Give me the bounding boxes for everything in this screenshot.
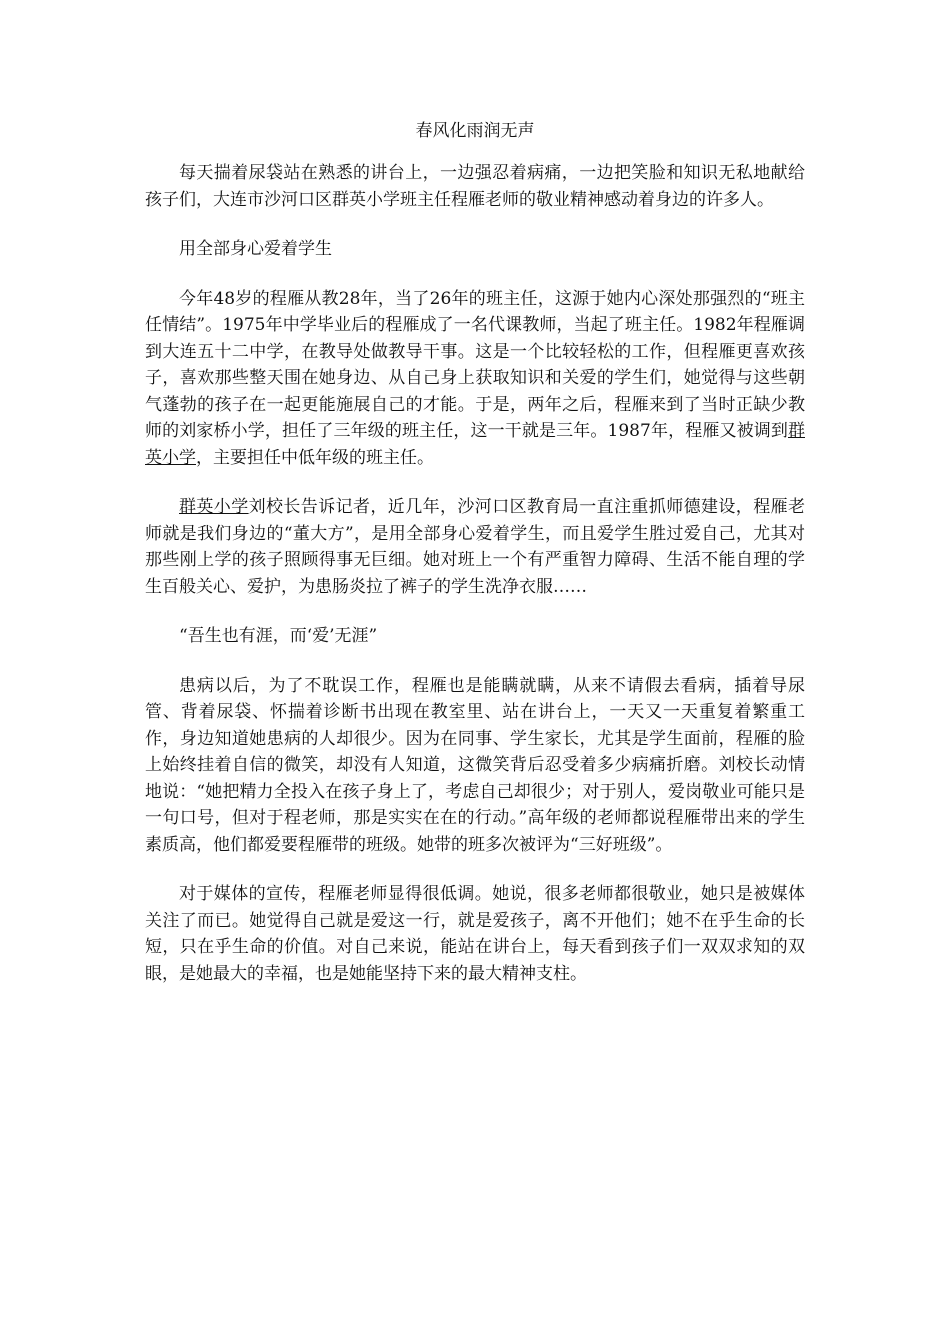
document-page — [145, 118, 805, 1010]
paragraph-text: ，主要担任中低年级的班主任。 — [196, 447, 434, 468]
document-title: 春风化雨润无声 — [415, 121, 535, 141]
section-heading-boundless-love: “吾生也有涯，而‘爱’无涯” — [179, 626, 378, 646]
section-heading-love-students: 用全部身心爱着学生 — [179, 239, 332, 259]
school-link[interactable]: 群英小学 — [179, 497, 249, 517]
paragraph-career-history — [145, 286, 805, 472]
school-link[interactable]: 群英小学 — [145, 421, 805, 468]
paragraph-illness: 患病以后，为了不耽误工作，程雁也是能瞒就瞒，从来不请假去看病，插着导尿管、背着尿袋、怀揣着诊断书出现在教室里、站在讲台上，一天又一天重复着繁重工作，身边知道她患病的人却很少。因为在同事、学生家长，尤其是学生面前，程雁的脸上始终挂着自信的微笑，却没有人知道，这微笑背后忍受着多少病痛折磨。刘校长动情地说：“她把精力全投入在孩子身上了，考虑自己却很少；对于别人，爱岗敬业可能只是一句口号，但对于程老师，那是实实在在的行动。”高年级的老师都说程雁带出来的学生素质高，他们都爱要程雁带的班级。她带的班多次被评为“三好班级”。 — [145, 675, 805, 855]
paragraph-text: 刘校长告诉记者，近几年，沙河口区教育局一直注重抓师德建设，程雁老师就是我们身边的“董大方”，是用全部身心爱着学生，而且爱学生胜过爱自己，尤其对那些刚上学的孩子照顾得事无巨细。她对班上一个有严重智力障碍、生活不能自理的学生百般关心、爱护，为患肠炎拉了裤子的学生洗净衣服…… — [145, 497, 806, 597]
intro-paragraph: 每天揣着尿袋站在熟悉的讲台上，一边强忍着病痛，一边把笑脸和知识无私地献给孩子们，大连市沙河口区群英小学班主任程雁老师的敬业精神感动着身边的许多人。 — [145, 163, 805, 210]
paragraph-media: 对于媒体的宣传，程雁老师显得很低调。她说，很多老师都很敬业，她只是被媒体关注了而已。她觉得自己就是爱这一行，就是爱孩子，离不开他们；她不在乎生命的长短，只在乎生命的价值。对自己来说，能站在讲台上，每天看到孩子们一双双求知的双眼，是她最大的幸福，也是她能坚持下来的最大精神支柱。 — [145, 884, 805, 984]
paragraph-principal-quote — [145, 494, 805, 600]
paragraph-text: 今年48岁的程雁从教28年，当了26年的班主任，这源于她内心深处那强烈的“班主任情结”。1975年中学毕业后的程雁成了一名代课教师，当起了班主任。1982年程雁调到大连五十二中学，在教导处做教导干事。这是一个比较轻松的工作，但程雁更喜欢孩子，喜欢那些整天围在她身边、从自己身上获取知识和关爱的学生们，她觉得与这些朝气蓬勃的孩子在一起更能施展自己的才能。于是，两年之后，程雁来到了当时正缺少教师的刘家桥小学，担任了三年级的班主任，这一干就是三年。1987年，程雁又被调到 — [145, 288, 805, 441]
